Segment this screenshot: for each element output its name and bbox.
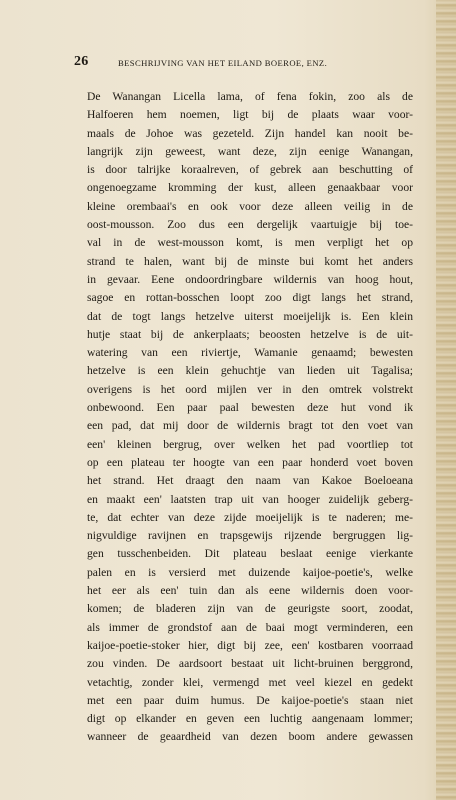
text-line: komen; de bladeren zijn van de geurigste soort, zoodat, (87, 602, 413, 616)
page-edge (436, 0, 456, 800)
text-line: zou vinden. De aardsoort bestaat uit licht-bruinen berggrond, (87, 657, 413, 671)
text-line: strand te halen, want bij de minste bui komt het anders (87, 254, 413, 268)
text-line: gen tusschenbeiden. Dit plateau beslaat eenige vierkante (87, 547, 413, 561)
text-line: een pad, dat mij door de wildernis bragt tot den voet van (87, 419, 413, 433)
text-line: palen en is versierd met duizende kaijoe-poetie's, welke (87, 565, 413, 579)
page-number: 26 (74, 54, 89, 69)
text-line: dat de togt langs hetzelve uiterst moeijelijk is. Een klein (87, 309, 413, 323)
text-line: vetachtig, zonder klei, vermengd met veel kiezel en gedekt (87, 675, 413, 689)
page-header (74, 54, 414, 72)
text-line: en maakt een' laatsten trap uit van hooger zuidelijk geberg- (87, 492, 413, 506)
text-line: sagoe en rottan-bosschen loopt zoo digt langs het strand, (87, 291, 413, 305)
text-line: in gevaar. Eene ondoordringbare wildernis van hoog hout, (87, 272, 413, 286)
text-line: is door talrijke koraalreven, of gebrek aan beschutting of (87, 163, 413, 177)
text-line: ongenoegzame kromming der kust, alleen genaakbaar voor (87, 181, 413, 195)
running-head: BESCHRIJVING VAN HET EILAND BOEROE, ENZ. (118, 58, 328, 68)
text-line: met een paar duim humus. De kaijoe-poetie's staan niet (87, 693, 413, 707)
text-line: langrijk zijn geweest, want deze, zijn eenige Wanangan, (87, 144, 413, 158)
text-line: hetzelve is een klein gehuchtje van lieden uit Tagalisa; (87, 364, 413, 378)
text-line: De Wanangan Licella lama, of fena fokin, zoo als de (87, 90, 413, 103)
text-line: wanneer de geaardheid van dezen boom andere gewassen (87, 730, 413, 744)
text-line: onbewoond. Een paar paal bewesten deze hut vond ik (87, 401, 413, 415)
text-line: Halfoeren hem noemen, ligt bij de plaats waar voor- (87, 108, 413, 122)
text-line: het eer als een' tuin dan als eene wildernis doen voor- (87, 584, 413, 598)
body-text (87, 88, 413, 747)
text-line: hutje staat bij de ankerplaats; beoosten hetzelve is de uit- (87, 327, 413, 341)
text-line: als immer de grondstof aan de baai mogt verminderen, een (87, 620, 413, 634)
text-line: kaijoe-poetie-stoker hier, digt bij zee, een' kostbaren voorraad (87, 638, 413, 652)
text-line: digt op elkander en geven een luchtig aangenaam lommer; (87, 712, 413, 726)
text-line: overigens is het oord mijlen ver in den omtrek volstrekt (87, 382, 413, 396)
text-line: een' kleinen bergrug, over welken het pad voortliep tot (87, 437, 413, 451)
text-line: op een plateau ter hoogte van een paar honderd voet boven (87, 455, 413, 469)
text-line: te, dat echter van deze zijde moeijelijk is te naderen; me- (87, 510, 413, 524)
text-line: kleine orembaai's en ook voor deze alleen veilig in de (87, 199, 413, 213)
text-line: het strand. Het draagt den naam van Kakoe Boeloeana (87, 474, 413, 488)
text-line: val in de west-mousson komt, is men verpligt het op (87, 236, 413, 250)
text-line: watering van een riviertje, Wamanie genaamd; bewesten (87, 346, 413, 360)
text-line: oost-mousson. Zoo dus een dergelijk vaartuigje bij toe- (87, 218, 413, 232)
text-line: nigvuldige ravijnen en trapsgewijs rijzende bergruggen lig- (87, 529, 413, 543)
text-line: maals de Johoe was gezeteld. Zijn handel kan nooit be- (87, 126, 413, 140)
